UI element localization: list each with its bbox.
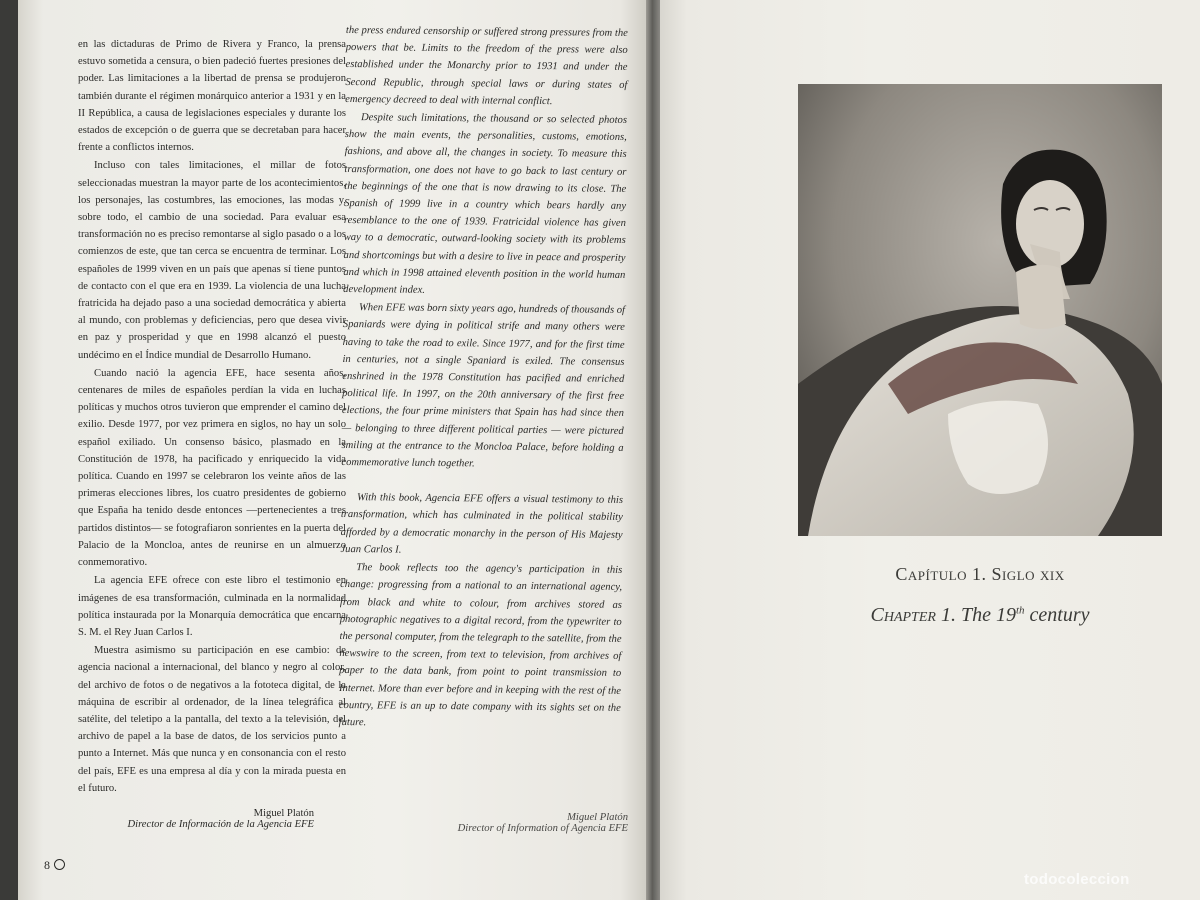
portrait-image (798, 84, 1162, 536)
chapter-title-spanish (810, 564, 1150, 585)
spanish-paragraph-2: Incluso con tales limitaciones, el millar de fotos seleccionadas muestran la mayor parte de los acontecimientos, los personajes, las costumbres, las emociones, las modas y, sobre todo, el cambio de una sociedad. Para evaluar esa transformación no es preciso remontarse al siglo pasado o a los comienzos de este, que tan cerca se encuentra de terminar. Los españoles de 1999 viven en un país que apenas sí tiene puntos de contacto con el que era en 1939. La violencia de una lucha fratricida ha dejado paso a una sociedad democrática y abierta al mundo, con problemas y deficiencias, pero que desea vivir en paz y prosperidad y que en 1998 alcanzó el puesto undécimo en el Índice mundial de Desarrollo Humano. (78, 160, 346, 361)
english-paragraph-2: Despite such limitations, the thousand or so selected photos show the main events, the personalities, customs, emotions, fashions, and above all, the changes in society. To measure this transformation, one does not have to go back to last century or the beginnings of the one that is now drawing to its close. The Spanish of 1999 live in a country which bears hardly any resemblance to the one of 1939. Fratricidal violence has given way to a democratic, outward-looking society with its problems and shortcomings but with a desire to live in peace and prosperity and which in 1998 attained eleventh position in the world human development index. (343, 112, 628, 296)
signature-role: Director de Información de la Agencia EFE (127, 819, 314, 830)
right-page (660, 0, 1200, 900)
signature-role-en: Director of Information of Agencia EFE (457, 823, 628, 834)
chapter-en-sup: th (1015, 604, 1025, 617)
book-gutter (646, 0, 660, 900)
watermark: todocoleccion (1024, 871, 1130, 888)
signature-name-en: Miguel Platón (567, 812, 628, 823)
left-page (18, 0, 646, 900)
efe-logo-icon (54, 859, 65, 870)
english-column (339, 22, 628, 735)
portrait-photo (798, 84, 1162, 536)
english-paragraph-5: The book reflects too the agency's participation in this change: progressing from a national to an international agency, from black and white to colour, from archives stored as photographic negatives to a digital record, from the typewriter to the personal computer, from the telegraph to the satellite, from the newswire to the screen, from text to television, from archives of paper to the data bank, from point to point transmission to Internet. More than ever before and in keeping with the rest of the country, EFE is an up to date company with its sights set on the future. (338, 562, 623, 729)
chapter-es-prefix: Capítulo 1. Siglo (895, 564, 1036, 584)
spanish-paragraph-4: La agencia EFE ofrece con este libro el testimonio en imágenes de esa transformación, culminada en la normalidad política instaurada por la Monarquía democrática que encarna S. M. el Rey Juan Carlos I. (78, 575, 346, 638)
spanish-column (78, 36, 346, 798)
page-number (44, 858, 65, 873)
spanish-signature (118, 808, 314, 830)
spanish-paragraph-1: en las dictaduras de Primo de Rivera y Franco, la prensa estuvo sometida a censura, o bien padeció fuertes presiones del poder. Las limitaciones a la libertad de prensa se produjeron también durante el régimen monárquico anterior a 1931 y en la II República, a causa de legislaciones especiales y durante los estados de excepción o de guerra que se decretaban para hacer frente a conflictos internos. (78, 39, 346, 154)
chapter-en-end: century (1029, 604, 1090, 626)
english-signature (416, 812, 628, 834)
spanish-paragraph-3: Cuando nació la agencia EFE, hace sesenta años, centenares de miles de españoles perdían la vida en luchas políticas y muchos otros tuvieron que emprender el camino del exilio. Desde 1977, por vez primera en siglos, no hay un solo español exiliado. Un consenso básico, plasmado en la Constitución de 1978, ha pacificado y enriquecido la vida política. Cuando en 1997 se celebraron los veinte años de las primeras elecciones libres, los cuatro presidentes de gobierno que España ha tenido desde entonces —pertenecientes a tres partidos distintos— se fotografiaron sonrientes en la puerta del Palacio de la Moncloa, antes de reunirse en un almuerzo conmemorativo. (78, 367, 346, 569)
spanish-paragraph-5: Muestra asimismo su participación en ese cambio: de agencia nacional a internacional, del blanco y negro al color, del archivo de fotos o de negativos a la fototeca digital, de la máquina de escribir al ordenador, de la línea telegráfica al satélite, del teletipo a la pantalla, del texto a la televisión, del archivo de papel a la base de datos, de los servicios punto a punto a Internet. Más que nunca y en consonancia con el resto del país, EFE es una empresa al día y con la mirada puesta en el futuro. (78, 645, 346, 794)
english-paragraph-4: With this book, Agencia EFE offers a visual testimony to this transformation, which has culminated in the political stability afforded by a democratic monarchy in the person of His Majesty Juan Carlos I. (340, 492, 624, 556)
chapter-es-century: xix (1040, 564, 1065, 584)
english-paragraph-3: When EFE was born sixty years ago, hundreds of thousands of Spaniards were dying in political strife and many others were having to take the road to exile. Since 1977, and for the first time in centuries, not a single Spaniard is exiled. The consensus enshrined in the 1978 Constitution has pacified and enriched political life. In 1997, on the 20th anniversary of the first free elections, the four prime ministers that Spain has had since then — belonging to three different political parties — were pictured smiling at the entrance to the Moncloa Palace, before holding a commemorative lunch together. (341, 302, 626, 470)
english-paragraph-1: the press endured censorship or suffered strong pressures from the powers that be. Limits to the freedom of the press were also established under the Monarchy prior to 1931 and under the Second Republic, through special laws or during states of emergency decreed to deal with internal conflict. (345, 24, 628, 107)
chapter-title-english (810, 604, 1150, 627)
page-number-text: 8 (44, 858, 50, 872)
signature-name: Miguel Platón (253, 808, 314, 819)
chapter-en-prefix: Chapter (870, 604, 936, 626)
chapter-en-rest: 1. The 19 (940, 604, 1016, 626)
